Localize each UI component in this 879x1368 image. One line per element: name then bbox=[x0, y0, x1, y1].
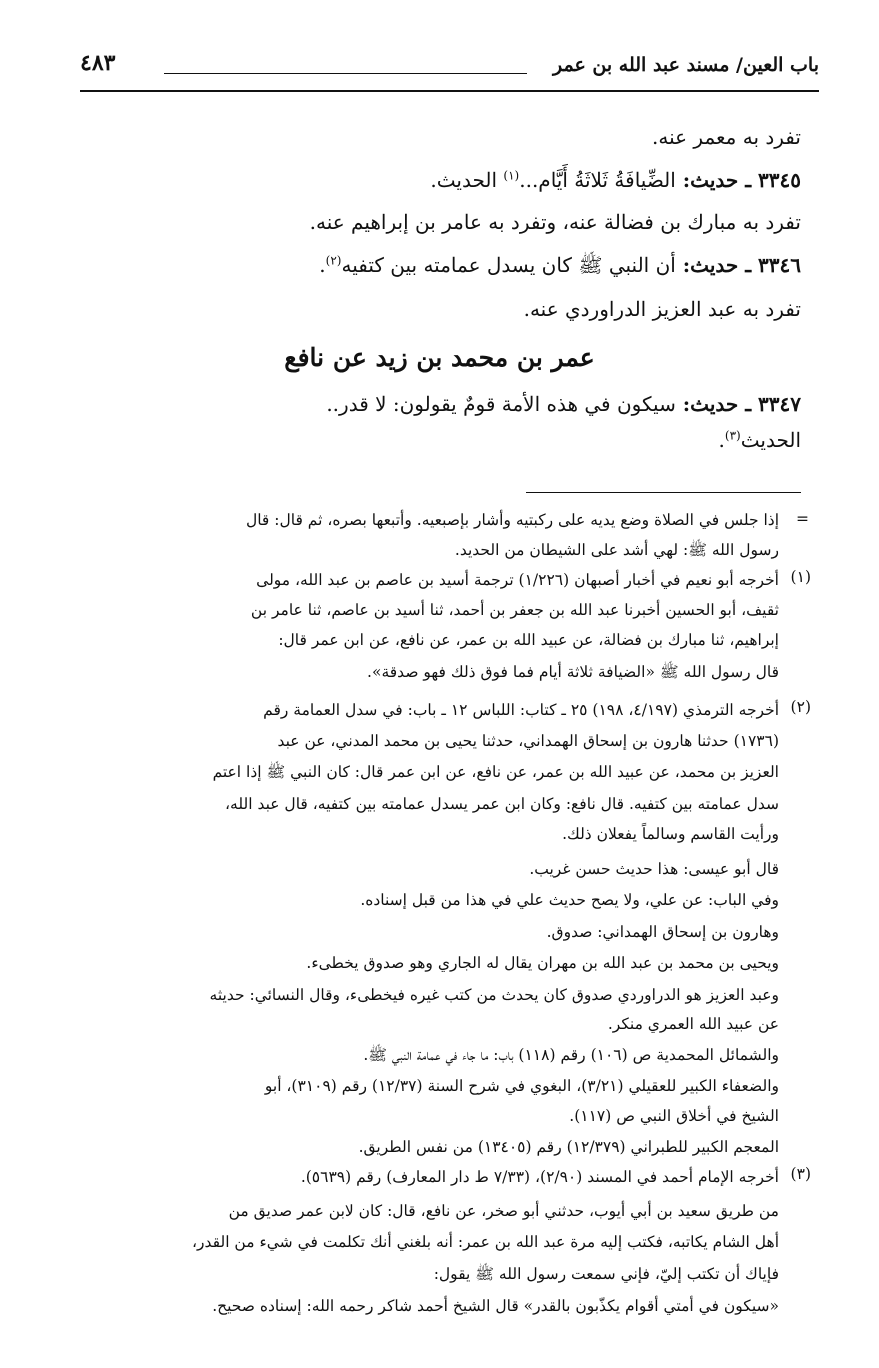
footnote-2-line-4: سدل عمامته بين كتفيه. قال نافع: وكان ابن عمر يسدل عمامته بين كتفيه، قال عبد الله، bbox=[225, 795, 779, 813]
footnote-3-line-5: «سيكون في أمتي أقوام يكذّبون بالقدر» قال الشيخ أحمد شاكر رحمه الله: إسناده صحيح. bbox=[212, 1297, 779, 1315]
section-subheading: عمر بن محمد بن زيد عن نافع bbox=[284, 343, 595, 372]
footnote-continuation-line-1: إذا جلس في الصلاة وضع يديه على ركبتيه وأشار بإصبعيه. وأتبعها بصره، ثم قال: قال bbox=[245, 511, 779, 529]
hadith-3347 bbox=[326, 392, 801, 416]
footnote-2-number: (٢) bbox=[790, 698, 811, 716]
footnote-continuation-marker: = bbox=[796, 510, 809, 528]
hadith-3345 bbox=[430, 168, 801, 192]
footnote-3-line-3: أهل الشام يكاتبه، فكتب إليه مرة عبد الله بن عمر: أنه بلغني أنك تكلمت في شيء من القدر، bbox=[192, 1233, 779, 1251]
footnote-3-line-4: فإياك أن تكتب إليّ، فإني سمعت رسول الله ﷺ يقول: bbox=[433, 1265, 779, 1283]
hadith-3345-text: الضِّيافَةُ ثَلاثَةُ أَيَّام... bbox=[519, 168, 676, 192]
footnote-3-line-2: من طريق سعيد بن أبي أيوب، حدثني أبو صخر، عن نافع، قال: كان لابن عمر صديق من bbox=[228, 1202, 779, 1220]
footnote-3-number: (٣) bbox=[790, 1165, 811, 1183]
footnote-2-line-1: أخرجه الترمذي (٤/١٩٧، ١٩٨) ٢٥ ـ كتاب: اللباس ١٢ ـ باب: في سدل العمامة رقم bbox=[263, 701, 779, 719]
header-rule bbox=[80, 90, 819, 92]
hadith-3345-number: ٣٣٤٥ ـ حديث: bbox=[675, 168, 801, 192]
hadith-3347-tail: الحديث bbox=[740, 428, 801, 452]
header-title: باب العين/ مسند عبد الله بن عمر bbox=[553, 54, 819, 76]
body-line-1: تفرد به معمر عنه. bbox=[652, 125, 801, 149]
hadith-3347-line2 bbox=[719, 428, 801, 452]
footnote-1-line-3: إبراهيم، ثنا مبارك بن فضالة، عن عبيد الله بن عمر، عن نافع، عن ابن عمر قال: bbox=[278, 631, 779, 649]
running-header bbox=[80, 48, 819, 88]
footnote-mark-1: (١) bbox=[503, 168, 520, 183]
footnote-separator bbox=[526, 492, 801, 493]
footnote-mark-3: (٣) bbox=[724, 428, 741, 443]
footnote-2-line-12: والشمائل المحمدية ص (١٠٦) رقم (١١٨) باب: ما جاء في عمامة النبي ﷺ. bbox=[363, 1046, 779, 1064]
footnote-2-line-5: ورأيت القاسم وسالماً يفعلان ذلك. bbox=[562, 825, 779, 843]
footnote-2-line-8: وهارون بن إسحاق الهمداني: صدوق. bbox=[546, 923, 779, 941]
body-line-5: تفرد به عبد العزيز الدراوردي عنه. bbox=[523, 297, 801, 321]
footnote-2-line-2: (١٧٣٦) حدثنا هارون بن إسحاق الهمداني، حدثنا يحيى بن محمد المدني، عن عبد bbox=[277, 732, 779, 750]
footnote-2-line-3: العزيز بن محمد، عن عبيد الله بن عمر، عن نافع، عن ابن عمر قال: كان النبي ﷺ إذا اعتم bbox=[212, 763, 779, 781]
hadith-3347-end: . bbox=[718, 428, 725, 452]
footnote-mark-2: (٢) bbox=[325, 253, 342, 268]
footnote-1-line-2: ثقيف، أبو الحسين أخبرنا عبد الله بن جعفر بن أحمد، ثنا أسيد بن عاصم، ثنا عامر بن bbox=[250, 601, 779, 619]
page-number: ٤٨٣ bbox=[80, 50, 116, 76]
hadith-3346-number: ٣٣٤٦ ـ حديث: bbox=[675, 253, 801, 277]
hadith-3345-end: الحديث. bbox=[430, 168, 504, 192]
hadith-3346 bbox=[319, 253, 801, 282]
footnote-2-line-15: المعجم الكبير للطبراني (١٢/٣٧٩) رقم (١٣٤٠٥) من نفس الطريق. bbox=[358, 1138, 779, 1156]
footnote-2-line-10: وعبد العزيز هو الدراوردي صدوق كان يحدث من كتب غيره فيخطىء، وقال النسائي: حديثه bbox=[209, 986, 779, 1004]
footnote-1-number: (١) bbox=[790, 568, 811, 586]
footnote-2-line-13: والضعفاء الكبير للعقيلي (٣/٢١)، البغوي في شرح السنة (١٢/٣٧) رقم (٣١٠٩)، أبو bbox=[264, 1077, 779, 1095]
hadith-3347-text: سيكون في هذه الأمة قومٌ يقولون: لا قدر.. bbox=[326, 392, 676, 416]
footnote-2-line-7: وفي الباب: عن علي، ولا يصح حديث علي في هذا من قبل إسناده. bbox=[360, 891, 779, 909]
body-line-3: تفرد به مبارك بن فضالة عنه، وتفرد به عامر بن إبراهيم عنه. bbox=[309, 210, 801, 234]
header-dash-line bbox=[164, 73, 527, 74]
hadith-3346-text: أن النبي ﷺ كان يسدل عمامته بين كتفيه bbox=[341, 253, 676, 277]
hadith-3346-end: . bbox=[319, 253, 326, 277]
footnote-3-line-1: أخرجه الإمام أحمد في المسند (٢/٩٠)، (٧/٣٣ ط دار المعارف) رقم (٥٦٣٩). bbox=[300, 1168, 779, 1186]
footnote-2-line-14: الشيخ في أخلاق النبي ص (١١٧). bbox=[569, 1107, 779, 1125]
footnote-2-line-11: عن عبيد الله العمري منكر. bbox=[607, 1015, 779, 1033]
footnote-1-line-1: أخرجه أبو نعيم في أخبار أصبهان (١/٢٢٦) ترجمة أسيد بن عاصم بن عبد الله، مولى bbox=[256, 571, 779, 589]
footnote-2-line-6: قال أبو عيسى: هذا حديث حسن غريب. bbox=[529, 860, 779, 878]
footnote-1-line-4: قال رسول الله ﷺ «الضيافة ثلاثة أيام فما فوق ذلك فهو صدقة». bbox=[367, 663, 779, 681]
footnote-2-line-9: ويحيى بن محمد بن عبد الله بن مهران يقال له الجاري وهو صدوق يخطىء. bbox=[306, 954, 779, 972]
hadith-3347-number: ٣٣٤٧ ـ حديث: bbox=[675, 392, 801, 416]
footnote-continuation-line-2: رسول الله ﷺ: لهي أشد على الشيطان من الحديد. bbox=[454, 541, 779, 559]
